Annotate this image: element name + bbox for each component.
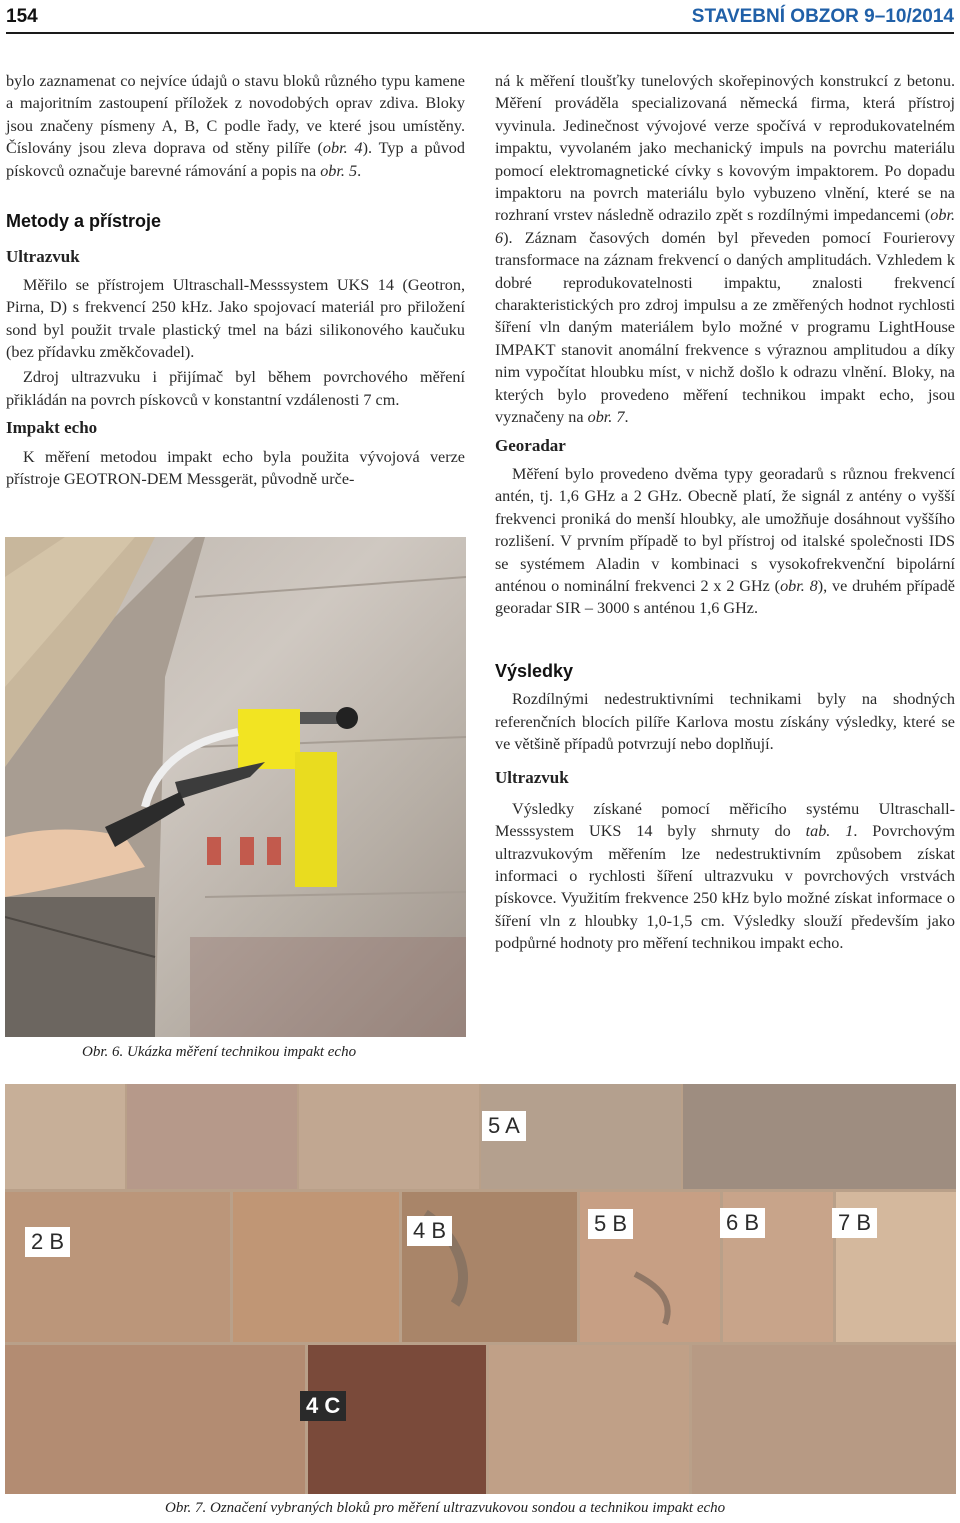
paragraph-impact-echo-continued: ná k měření tloušťky tunelových skořepinových konstrukcí z betonu. Měření prováděla specializovaná německá firma, která přístroj vyvinula. Jedinečnost vývojové verze spočívá v reprodukovatelném impaktu, vyvolaném jako mechanický impuls na povrchu materiálu pomocí elektromagnetické cívky s kovovým impaktorem. Po dopadu impaktoru na povrch materiálu bylo vybuzeno vlnění, které se na rozhraní vrstev následně odrazilo zpět s rozdílnými impedancemi (obr. 6). Záznam časových domén byl převeden pomocí Fourierovy transformace na záznam frekvencí o daných amplitudách. Vzhledem k dobré reprodukovatelnosti impaktu, znalosti frekvencí charakteristických pro zdroj impulsu a ze změřených hodnot rychlosti šíření vln daným materiálem bylo možné v programu LightHouse IMPAKT stanovit anomální frekvence s výraznou amplitudou a díky nim vypočítat hloubku míst, v nichž došlo k odrazu vlnění. Bloky, na kterých bylo provedeno měření technikou impakt echo, jsou vyznačeny na obr. 7. <box>495 72 955 427</box>
figure-reference: obr. 4 <box>322 139 363 158</box>
section-heading-results: Výsledky <box>495 660 574 681</box>
section-heading-methods: Metody a přístroje <box>6 211 162 232</box>
paragraph-ultrasound-distance: Zdroj ultrazvuku i přijímač byl během povrchového měření přikládán na povrch pískovců v konstantní vzdálenosti 7 cm. <box>6 368 465 409</box>
impact-echo-photo-illustration <box>5 537 466 1037</box>
paragraph-georadar: Měření bylo provedeno dvěma typy georadarů s různou frekvencí antén, tj. 1,6 GHz a 2 GHz. Obecně platí, že signál z antény o vyšší frekvenci proniká do menší hloubky, ale umožňuje dosáhnout vyššího rozlišení. V prvním případě to byl přístroj od italské společnosti IDS se systémem Aladin v kombinaci s vysokofrekvenční bipolární anténou o nominální frekvenci 2 x 2 GHz (obr. 8), ve druhém případě georadar SIR – 3000 s anténou 1,6 GHz. <box>495 464 955 618</box>
figure-7-caption: Obr. 7. Označení vybraných bloků pro měření ultrazvukovou sondou a technikou impakt echo <box>165 1500 726 1516</box>
block-label-2b: 2 B <box>25 1227 70 1257</box>
figure-reference: obr. 6 <box>495 206 955 247</box>
paragraph-impact-echo: K měření metodou impakt echo byla použita vývojová verze přístroje GEOTRON-DEM Messgerät, původně urče- <box>6 447 465 489</box>
block-label-6b: 6 B <box>720 1208 765 1238</box>
page-header <box>6 0 954 34</box>
figure-reference: obr. 7 <box>587 408 625 427</box>
block-label-4b: 4 B <box>407 1216 452 1246</box>
paragraph-results: Rozdílnými nedestruktivními technikami byly na shodných referenčních blocích pilíře Karlova mostu získány výsledky, které se ve většině případů potvrzují nebo doplňují. <box>495 690 955 753</box>
masonry-blocks-illustration <box>5 1084 956 1494</box>
paragraph-ultrasound-results: Výsledky získané pomocí měřicího systému Ultraschall-Messsystem UKS 14 byly shrnuty do tab. 1. Povrchovým ultrazvukovým měřením lze nedestruktivním způsobem získat informaci o rychlosti šíření ultrazvuku v povrchových vrstvách pískovce. Využitím frekvence 250 kHz bylo možné získat informace o šíření vln z hloubky 1,0-1,5 cm. Výsledky slouží především jako podpůrné hodnoty pro měření technikou impakt echo. <box>495 799 955 953</box>
paragraph-ultrasound-device: Měřilo se přístrojem Ultraschall-Messsystem UKS 14 (Geotron, Pirna, D) s frekvencí 250 kHz. Jako spojovací materiál pro přiložení sond byl použit trvale plastický tmel na bázi silikonového kaučuku (bez přídavku změkčovadel). <box>6 275 465 362</box>
table-reference: tab. 1 <box>805 822 854 841</box>
journal-title: STAVEBNÍ OBZOR 9–10/2014 <box>691 6 954 27</box>
subheading-ultrasound-results: Ultrazvuk <box>495 768 569 788</box>
figure-7-photo <box>5 1084 956 1494</box>
paragraph-intro: bylo zaznamenat co nejvíce údajů o stavu bloků různého typu kamene a majoritním zastoupení příložek z novodobých oprav zdiva. Bloky jsou značeny písmeny A, B, C podle řady, ve které jsou umístěny. Číslovány jsou zleva doprava od stěny pilíře (obr. 4). Typ a původ pískovců označuje barevné rámování a popis na obr. 5. <box>6 72 465 180</box>
block-label-5b: 5 B <box>588 1209 633 1239</box>
block-label-4c: 4 C <box>300 1391 346 1421</box>
subheading-impact-echo: Impakt echo <box>6 418 98 438</box>
subheading-georadar: Georadar <box>495 435 566 455</box>
page-number: 154 <box>6 6 38 27</box>
figure-reference: obr. 5 <box>320 161 358 180</box>
right-column <box>495 70 955 955</box>
figure-6-photo <box>5 537 466 1037</box>
figure-6-caption: Obr. 6. Ukázka měření technikou impakt echo <box>82 1044 357 1060</box>
subheading-ultrasound: Ultrazvuk <box>6 247 80 267</box>
figure-reference: obr. 8 <box>780 576 818 595</box>
block-label-7b: 7 B <box>832 1208 877 1238</box>
block-label-5a: 5 A <box>482 1111 526 1141</box>
left-column <box>6 70 465 491</box>
